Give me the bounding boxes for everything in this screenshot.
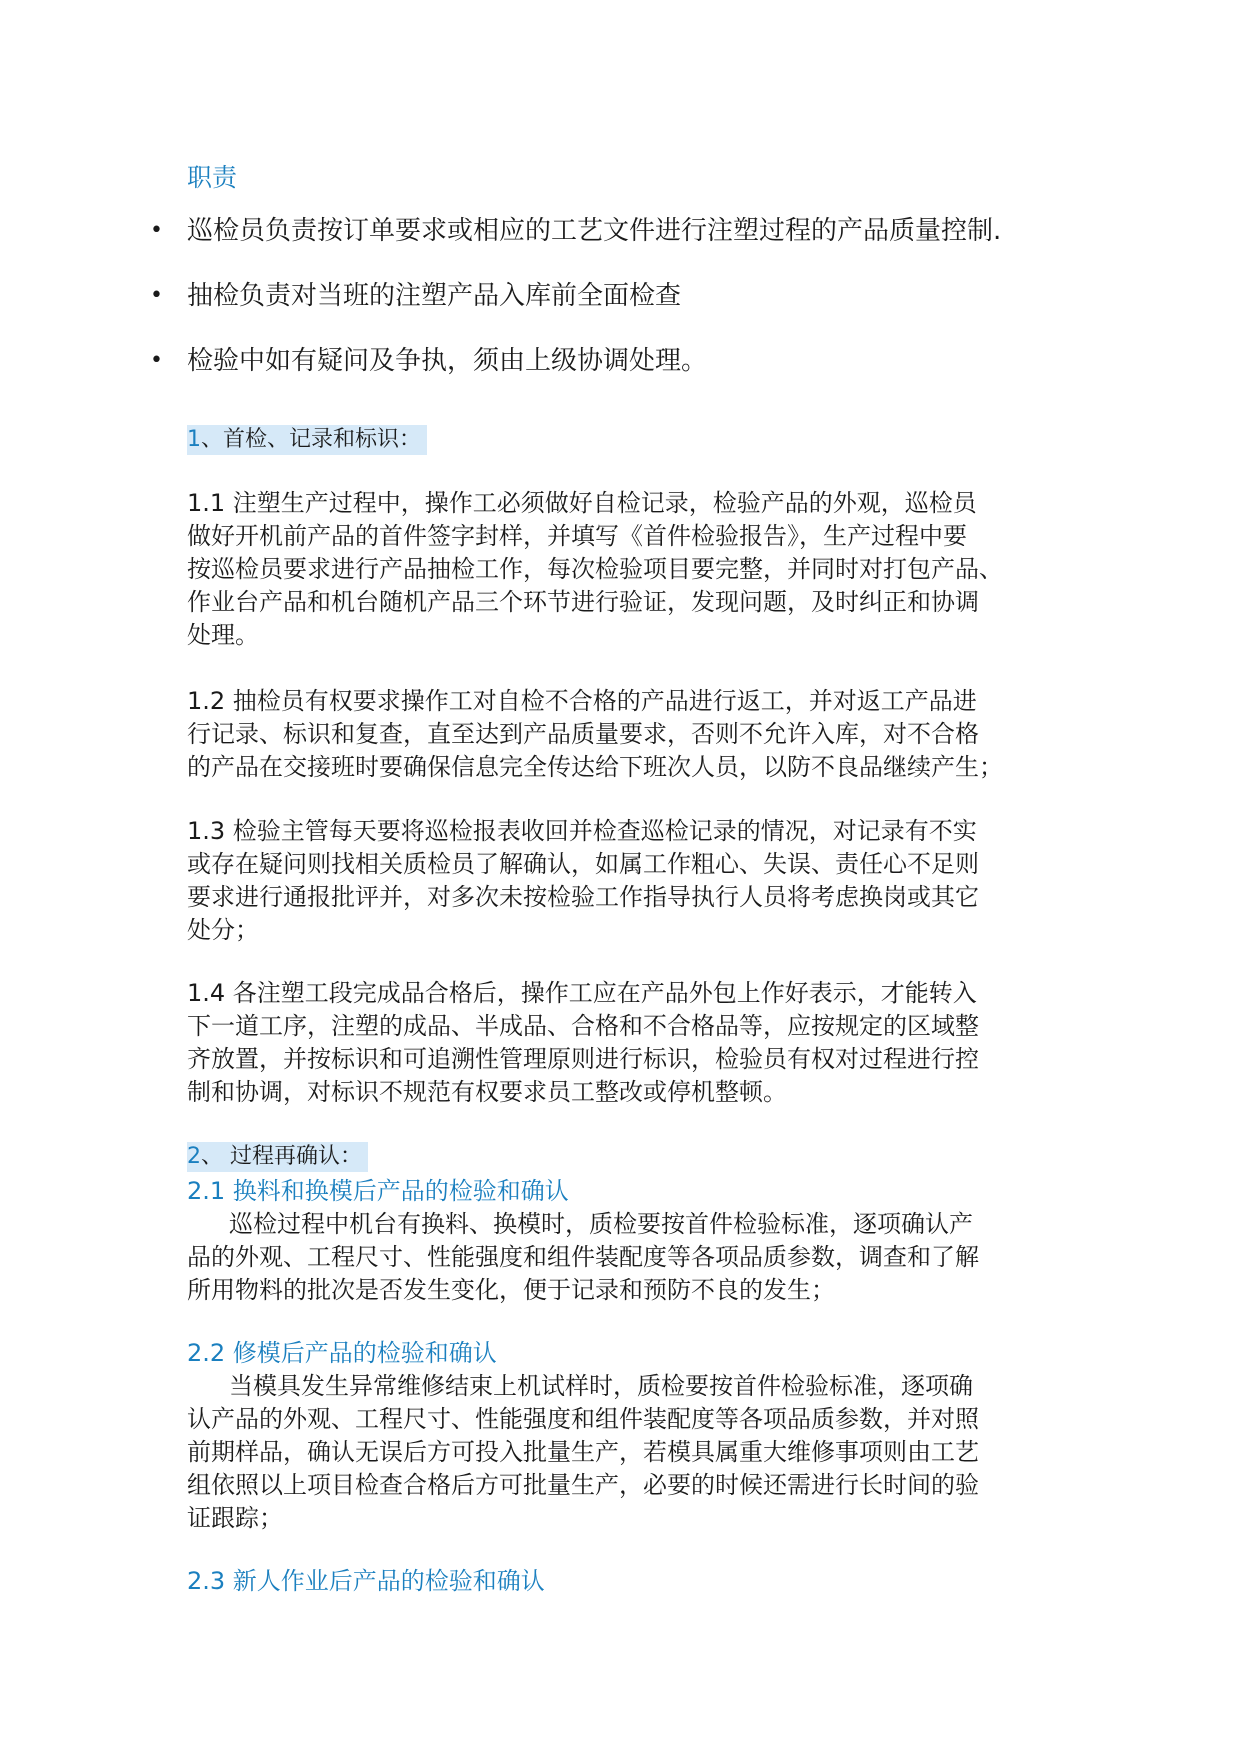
subsection-2-2-heading: 2.2 修模后产品的检验和确认 [187, 1339, 497, 1367]
text-line: 做好开机前产品的首件签字封样，并填写《首件检验报告》，生产过程中要 [187, 522, 967, 550]
text-line: 认产品的外观、工程尺寸、性能强度和组件装配度等各项品质参数，并对照 [187, 1405, 979, 1433]
text-line: 要求进行通报批评并，对多次未按检验工作指导执行人员将考虑换岗或其它 [187, 883, 979, 911]
paragraph-2-1 [187, 1208, 1067, 1307]
text-line: 的产品在交接班时要确保信息完全传达给下班次人员，以防不良品继续产生； [187, 753, 1003, 781]
text-line: 或存在疑问则找相关质检员了解确认，如属工作粗心、失误、责任心不足则 [187, 850, 979, 878]
text-line: 1.3 检验主管每天要将巡检报表收回并检查巡检记录的情况，对记录有不实 [187, 817, 977, 845]
text-line: 当模具发生异常维修结束上机试样时，质检要按首件检验标准，逐项确 [229, 1372, 973, 1400]
section-2-number: 2 [187, 1144, 201, 1169]
text-line: 品的外观、工程尺寸、性能强度和组件装配度等各项品质参数，调查和了解 [187, 1243, 979, 1271]
text-line: 所用物料的批次是否发生变化，便于记录和预防不良的发生； [187, 1276, 835, 1304]
paragraph-1-1 [187, 487, 1067, 652]
text-line: 按巡检员要求进行产品抽检工作，每次检验项目要完整，并同时对打包产品、 [187, 555, 1003, 583]
bullet-dot-icon: • [150, 283, 163, 308]
subsection-2-1-heading: 2.1 换料和换模后产品的检验和确认 [187, 1177, 569, 1205]
section-1-heading [187, 425, 427, 455]
text-line: 下一道工序，注塑的成品、半成品、合格和不合格品等，应按规定的区域整 [187, 1012, 979, 1040]
text-line: 1.1 注塑生产过程中，操作工必须做好自检记录，检验产品的外观，巡检员 [187, 489, 977, 517]
text-line: 制和协调，对标识不规范有权要求员工整改或停机整顿。 [187, 1078, 787, 1106]
paragraph-2-2 [187, 1370, 1067, 1535]
bullet-item [150, 213, 1001, 249]
bullet-dot-icon: • [150, 348, 163, 373]
text-line: 作业台产品和机台随机产品三个环节进行验证，发现问题，及时纠正和协调 [187, 588, 979, 616]
text-line: 1.2 抽检员有权要求操作工对自检不合格的产品进行返工，并对返工产品进 [187, 687, 977, 715]
subsection-2-3-heading: 2.3 新人作业后产品的检验和确认 [187, 1567, 545, 1595]
bullet-text: 巡检员负责按订单要求或相应的工艺文件进行注塑过程的产品质量控制. [187, 216, 1002, 246]
text-line: 行记录、标识和复查，直至达到产品质量要求，否则不允许入库，对不合格 [187, 720, 979, 748]
bullet-text: 抽检负责对当班的注塑产品入库前全面检查 [187, 281, 682, 311]
text-line: 证跟踪； [187, 1504, 283, 1532]
paragraph-1-4 [187, 977, 1067, 1109]
bullet-dot-icon: • [150, 218, 163, 243]
text-line: 处分； [187, 916, 259, 944]
text-line: 1.4 各注塑工段完成品合格后，操作工应在产品外包上作好表示，才能转入 [187, 979, 977, 1007]
section-2-heading [187, 1142, 368, 1172]
paragraph-1-2 [187, 685, 1067, 784]
section-2-title: 、 过程再确认： [201, 1144, 362, 1169]
bullet-item [150, 278, 681, 314]
duty-title: 职责 [187, 163, 238, 192]
bullet-item [150, 343, 707, 379]
text-line: 组依照以上项目检查合格后方可批量生产，必要的时候还需进行长时间的验 [187, 1471, 979, 1499]
text-line: 齐放置，并按标识和可追溯性管理原则进行标识，检验员有权对过程进行控 [187, 1045, 979, 1073]
text-line: 巡检过程中机台有换料、换模时，质检要按首件检验标准，逐项确认产 [229, 1210, 973, 1238]
text-line: 处理。 [187, 621, 259, 649]
bullet-text: 检验中如有疑问及争执，须由上级协调处理。 [187, 346, 708, 376]
section-1-title: 、首检、记录和标识： [201, 427, 422, 452]
text-line: 前期样品，确认无误后方可投入批量生产，若模具属重大维修事项则由工艺 [187, 1438, 979, 1466]
section-1-number: 1 [187, 427, 201, 452]
paragraph-1-3 [187, 815, 1067, 947]
